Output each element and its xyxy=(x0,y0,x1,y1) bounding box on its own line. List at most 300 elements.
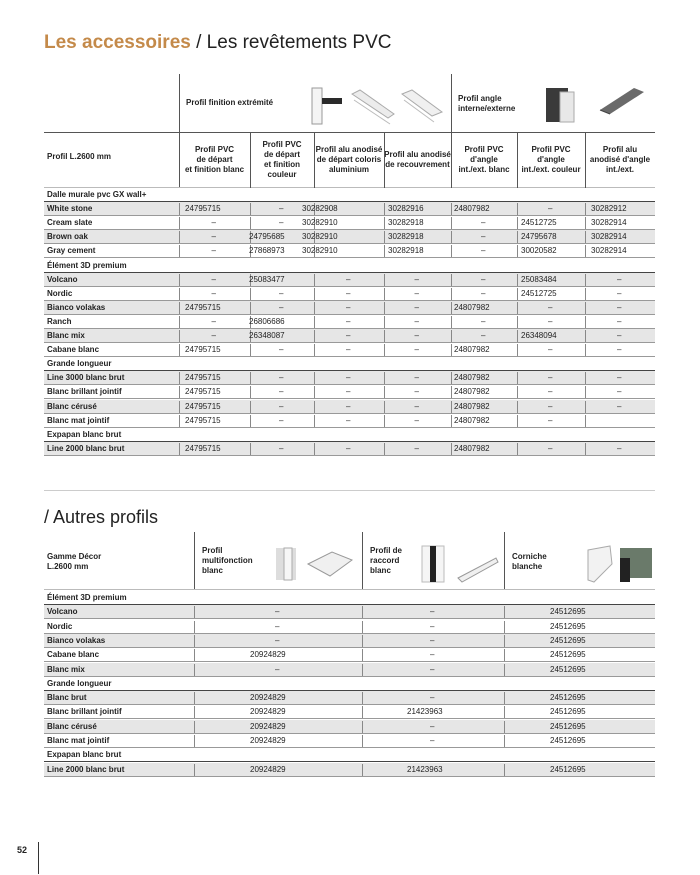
cell-divider xyxy=(451,344,452,356)
row-label: Cabane blanc xyxy=(47,650,100,660)
table-cell: 24512695 xyxy=(550,693,586,703)
table-row xyxy=(44,763,655,777)
cell-divider xyxy=(194,735,195,747)
table-cell: 24512695 xyxy=(550,707,586,717)
cell-divider xyxy=(451,386,452,398)
table-row xyxy=(44,414,655,428)
table-cell: 26348087 xyxy=(249,331,285,340)
cell-divider xyxy=(384,443,385,455)
table-cell: 24512695 xyxy=(550,664,586,674)
cell-divider xyxy=(384,401,385,413)
table-cell: – xyxy=(430,693,435,703)
table-cell: – xyxy=(275,607,280,617)
section-header xyxy=(44,357,655,371)
table-cell: 24795715 xyxy=(185,387,221,397)
table-cell: 24795715 xyxy=(185,204,221,214)
section-label: Expapan blanc brut xyxy=(47,750,122,760)
cell-divider xyxy=(585,344,586,356)
row-label: Blanc mix xyxy=(47,331,85,340)
table-cell: 21423963 xyxy=(407,707,443,717)
cell-divider xyxy=(314,302,315,314)
table-cell: – xyxy=(414,373,419,383)
column-header-line: int./ext. xyxy=(605,165,634,174)
table-row xyxy=(44,329,655,343)
table-cell: – xyxy=(548,387,553,397)
profile-image-alu-start xyxy=(348,84,398,128)
column-header-line: de départ coloris xyxy=(316,155,382,164)
cell-divider xyxy=(517,372,518,384)
table-cell: – xyxy=(617,401,622,411)
column-header-line: Profil PVC xyxy=(531,145,571,154)
cell-divider xyxy=(250,415,251,427)
cell-divider xyxy=(384,302,385,314)
table-cell: – xyxy=(346,387,351,397)
table-cell: 30282910 xyxy=(302,218,338,228)
table-row xyxy=(44,216,655,230)
section-label: Élément 3D premium xyxy=(47,593,127,602)
cell-divider xyxy=(179,401,180,413)
table-cell: 21423963 xyxy=(407,764,443,774)
cell-divider xyxy=(250,344,251,356)
cell-divider xyxy=(250,401,251,413)
table-cell: – xyxy=(279,415,284,425)
cell-divider xyxy=(179,302,180,314)
table-cell: 20924829 xyxy=(250,707,286,717)
cell-divider xyxy=(451,415,452,427)
page-number-rule xyxy=(38,842,39,874)
cell-divider xyxy=(250,386,251,398)
table-cell: 24795678 xyxy=(521,232,557,242)
column-header-line: de recouvrement xyxy=(385,160,450,169)
row-label: Line 2000 blanc brut xyxy=(47,764,125,774)
table-row xyxy=(44,705,655,719)
table-row xyxy=(44,442,655,456)
table-cell: 24795715 xyxy=(185,401,221,411)
column-header-line: Profil PVC xyxy=(464,145,504,154)
table-cell: – xyxy=(617,288,622,298)
table-cell: 30282914 xyxy=(591,218,627,228)
table-cell: 24807982 xyxy=(454,387,490,397)
table-cell: 24807982 xyxy=(454,401,490,411)
cell-divider xyxy=(504,664,505,676)
cell-divider xyxy=(362,606,363,618)
table-cell: – xyxy=(617,274,622,284)
table-cell: 24807982 xyxy=(454,373,490,383)
row-label: Nordic xyxy=(47,288,73,298)
table-cell: – xyxy=(414,316,419,326)
table-cell: – xyxy=(430,736,435,745)
cell-divider xyxy=(179,415,180,427)
row-label: Cabane blanc xyxy=(47,345,100,355)
table-cell: 20924829 xyxy=(250,721,286,731)
cell-divider xyxy=(585,217,586,229)
table-cell: 24512725 xyxy=(521,218,557,228)
table-cell: 26806686 xyxy=(249,316,285,326)
table-cell: – xyxy=(279,387,284,397)
cell-divider xyxy=(451,316,452,328)
cell-divider xyxy=(504,606,505,618)
section-header xyxy=(44,259,655,273)
cell-divider xyxy=(179,372,180,384)
cell-divider xyxy=(384,386,385,398)
table1-header xyxy=(44,74,655,188)
table-cell: 30282918 xyxy=(388,232,424,242)
table-cell: – xyxy=(430,664,435,674)
cell-divider xyxy=(179,245,180,257)
cell-divider xyxy=(585,302,586,314)
column-header-line: anodisé d'angle xyxy=(589,155,651,164)
table-row xyxy=(44,720,655,734)
section-label: Dalle murale pvc GX wall+ xyxy=(47,190,147,199)
table-cell: – xyxy=(414,387,419,397)
cell-divider xyxy=(384,245,385,257)
table-cell: – xyxy=(548,204,553,214)
column-divider xyxy=(250,132,251,188)
cell-divider xyxy=(517,415,518,427)
table-row xyxy=(44,734,655,748)
cell-divider xyxy=(504,692,505,704)
table-cell: – xyxy=(414,331,419,340)
cell-divider xyxy=(585,203,586,215)
row-label: Blanc brillant jointif xyxy=(47,707,122,717)
table-cell: – xyxy=(430,721,435,731)
cell-divider xyxy=(517,231,518,243)
cell-divider xyxy=(451,217,452,229)
table-cell: – xyxy=(617,316,622,326)
row-label: Blanc cérusé xyxy=(47,721,97,731)
section-label: Grande longueur xyxy=(47,359,112,369)
table-cell: 30282910 xyxy=(302,232,338,242)
cell-divider xyxy=(179,288,180,300)
table-row xyxy=(44,400,655,414)
cell-divider xyxy=(585,372,586,384)
cell-divider xyxy=(451,302,452,314)
table-cell: – xyxy=(481,246,486,256)
table-cell: – xyxy=(346,288,351,298)
row-label: Blanc brillant jointif xyxy=(47,387,122,397)
title-rest: / Les revêtements PVC xyxy=(190,32,392,53)
table-cell: – xyxy=(275,635,280,645)
table-cell: 24795715 xyxy=(185,302,221,312)
table-row xyxy=(44,244,655,258)
cell-divider xyxy=(194,606,195,618)
cell-divider xyxy=(451,401,452,413)
cell-divider xyxy=(585,288,586,300)
table-cell: 30282918 xyxy=(388,218,424,228)
cell-divider xyxy=(517,316,518,328)
cell-divider xyxy=(585,330,586,342)
table-cell: – xyxy=(346,316,351,326)
table-cell: 24807982 xyxy=(454,415,490,425)
table-cell: 24512695 xyxy=(550,635,586,645)
column-header-line: Profil PVC xyxy=(262,140,302,149)
column-header-line: aluminium xyxy=(328,165,369,174)
table-cell: – xyxy=(548,345,553,355)
cell-divider xyxy=(384,288,385,300)
row-label: Line 2000 blanc brut xyxy=(47,443,125,453)
cell-divider xyxy=(384,372,385,384)
cell-divider xyxy=(384,231,385,243)
table-cell: – xyxy=(279,443,284,453)
table-cell: – xyxy=(346,345,351,355)
column-divider xyxy=(517,132,518,188)
table-cell: 30282916 xyxy=(388,204,424,214)
row-label: Gray cement xyxy=(47,246,96,256)
cell-divider xyxy=(362,649,363,661)
table-cell: – xyxy=(279,218,284,228)
cell-divider xyxy=(585,316,586,328)
table-cell: – xyxy=(279,401,284,411)
table-cell: 25083477 xyxy=(249,274,285,284)
row-label: Volcano xyxy=(47,274,78,284)
column-header-line: Profil alu xyxy=(602,145,638,154)
cell-divider xyxy=(451,372,452,384)
cell-divider xyxy=(179,386,180,398)
table-cell: – xyxy=(346,373,351,383)
table-row xyxy=(44,343,655,357)
column-header-line: d'angle xyxy=(470,155,498,164)
table-cell: 30282912 xyxy=(591,204,627,214)
section-title-autres: / Autres profils xyxy=(44,507,159,527)
cell-divider xyxy=(362,721,363,733)
cell-divider xyxy=(517,245,518,257)
table-cell: – xyxy=(414,443,419,453)
cell-divider xyxy=(179,316,180,328)
table-cell: 27868973 xyxy=(249,246,285,256)
col-header-multifonction: Profil multifonction blanc xyxy=(202,546,253,575)
cell-divider xyxy=(585,415,586,427)
column-header-line: d'angle xyxy=(537,155,565,164)
cell-divider xyxy=(314,443,315,455)
column-divider xyxy=(451,132,452,188)
section-label: Grande longueur xyxy=(47,678,112,688)
table-cell: – xyxy=(346,415,351,425)
column-divider xyxy=(314,132,315,188)
cell-divider xyxy=(517,330,518,342)
cell-divider xyxy=(179,203,180,215)
section-divider xyxy=(44,490,655,491)
table-row xyxy=(44,202,655,216)
cell-divider xyxy=(517,443,518,455)
column-header-line: et finition blanc xyxy=(184,165,245,174)
table-cell: – xyxy=(275,664,280,674)
table-cell: – xyxy=(548,316,553,326)
cell-divider xyxy=(504,621,505,633)
row-header-2: Gamme Décor L.2600 mm xyxy=(47,552,102,571)
profile-image-multifonction xyxy=(272,544,358,584)
table-cell: – xyxy=(211,288,216,298)
page-number: 52 xyxy=(17,845,28,855)
cell-divider xyxy=(517,203,518,215)
row-label: Cream slate xyxy=(47,218,93,228)
table-cell: 24807982 xyxy=(454,204,490,214)
table-cell: – xyxy=(548,443,553,453)
column-header-line: Profil alu anodisé xyxy=(315,145,383,154)
cell-divider xyxy=(194,764,195,776)
cell-divider xyxy=(451,274,452,286)
table-cell: – xyxy=(617,387,622,397)
cell-divider xyxy=(362,692,363,704)
table-cell: 24512695 xyxy=(550,764,586,774)
group-header-angle: Profil angle interne/externe xyxy=(458,94,516,113)
table-cell: – xyxy=(430,635,435,645)
table-cell: – xyxy=(346,302,351,312)
table-cell: 30282918 xyxy=(388,246,424,256)
cell-divider xyxy=(194,649,195,661)
table-cell: 24795715 xyxy=(185,443,221,453)
table-row xyxy=(44,605,655,619)
table-cell: – xyxy=(414,401,419,411)
table-row xyxy=(44,301,655,315)
table-row xyxy=(44,663,655,677)
table-cell: – xyxy=(548,373,553,383)
cell-divider xyxy=(451,288,452,300)
cell-divider xyxy=(194,692,195,704)
group-header-finition: Profil finition extrémité xyxy=(186,98,274,107)
cell-divider xyxy=(451,203,452,215)
table-row xyxy=(44,371,655,385)
column-header-2 xyxy=(250,140,314,180)
table-cell: – xyxy=(279,373,284,383)
column-header-3 xyxy=(314,145,384,175)
table-cell: 26348094 xyxy=(521,331,557,340)
profile-image-raccord xyxy=(418,544,502,586)
row-label: Ranch xyxy=(47,316,72,326)
table-cell: – xyxy=(414,274,419,284)
table-cell: 25083484 xyxy=(521,274,557,284)
column-header-line: int./ext. blanc xyxy=(458,165,510,174)
page-title xyxy=(44,32,392,54)
column-header-line: de départ xyxy=(196,155,233,164)
table-cell: 24512725 xyxy=(521,288,557,298)
table-cell: 24512695 xyxy=(550,721,586,731)
cell-divider xyxy=(314,415,315,427)
table-cell: – xyxy=(481,274,486,284)
cell-divider xyxy=(517,217,518,229)
column-header-line: couleur xyxy=(267,170,297,179)
cell-divider xyxy=(179,217,180,229)
cell-divider xyxy=(517,302,518,314)
table-cell: – xyxy=(481,316,486,326)
cell-divider xyxy=(314,386,315,398)
cell-divider xyxy=(314,344,315,356)
cell-divider xyxy=(250,372,251,384)
table-cell: 24807982 xyxy=(454,443,490,453)
table-row xyxy=(44,273,655,287)
column-header-line: et finition xyxy=(264,160,300,169)
table-cell: – xyxy=(414,302,419,312)
row-label: Blanc cérusé xyxy=(47,401,97,411)
table-row xyxy=(44,315,655,329)
cell-divider xyxy=(504,649,505,661)
cell-divider xyxy=(517,274,518,286)
cell-divider xyxy=(451,443,452,455)
cell-divider xyxy=(314,316,315,328)
table-cell: 24807982 xyxy=(454,345,490,355)
table-cell: – xyxy=(414,345,419,355)
cell-divider xyxy=(179,344,180,356)
cell-divider xyxy=(504,735,505,747)
row-label: Blanc brut xyxy=(47,693,87,703)
column-header-6 xyxy=(517,145,585,175)
column-header-1 xyxy=(179,145,250,175)
cell-divider xyxy=(585,386,586,398)
table-row xyxy=(44,691,655,705)
cell-divider xyxy=(314,330,315,342)
cell-divider xyxy=(194,664,195,676)
column-header-line: int./ext. couleur xyxy=(521,165,581,174)
cell-divider xyxy=(362,635,363,647)
row-label: Volcano xyxy=(47,607,78,617)
cell-divider xyxy=(384,316,385,328)
profile-image-alu-cover xyxy=(398,86,448,130)
table-cell: 24795715 xyxy=(185,415,221,425)
table-cell: – xyxy=(279,302,284,312)
table-cell: – xyxy=(211,218,216,228)
profile-image-alu-angle xyxy=(596,86,648,116)
cell-divider xyxy=(384,415,385,427)
row-rule xyxy=(44,455,655,456)
table-cell: – xyxy=(617,302,622,312)
table-cell: – xyxy=(211,316,216,326)
row-label: Brown oak xyxy=(47,232,88,242)
profile-image-pvc-angle xyxy=(544,86,584,126)
row-label: Line 3000 blanc brut xyxy=(47,373,125,383)
cell-divider xyxy=(362,735,363,747)
table-cell: 30282914 xyxy=(591,232,627,242)
column-header-line: Profil PVC xyxy=(194,145,235,154)
cell-divider xyxy=(585,443,586,455)
cell-divider xyxy=(362,664,363,676)
cell-divider xyxy=(194,635,195,647)
cell-divider xyxy=(504,635,505,647)
table-cell: – xyxy=(279,288,284,298)
cell-divider xyxy=(517,386,518,398)
cell-divider xyxy=(250,203,251,215)
table-row xyxy=(44,230,655,244)
cell-divider xyxy=(451,231,452,243)
table-cell: 20924829 xyxy=(250,736,286,745)
cell-divider xyxy=(504,721,505,733)
column-divider xyxy=(384,132,385,188)
profile-image-pvc xyxy=(300,86,344,126)
column-header-4 xyxy=(384,150,451,170)
section-header xyxy=(44,591,655,605)
cell-divider xyxy=(179,274,180,286)
table-cell: – xyxy=(346,331,351,340)
table-cell: 30020582 xyxy=(521,246,557,256)
cell-divider xyxy=(362,764,363,776)
table2-header xyxy=(44,532,655,590)
table-cell: – xyxy=(211,274,216,284)
row-label: Bianco volakas xyxy=(47,635,106,645)
cell-divider xyxy=(314,288,315,300)
cell-divider xyxy=(517,344,518,356)
row-label: Blanc mat jointif xyxy=(47,736,110,745)
cell-divider xyxy=(250,443,251,455)
table-cell: 20924829 xyxy=(250,650,286,660)
section-label: Expapan blanc brut xyxy=(47,429,122,439)
row-rule xyxy=(44,776,655,777)
table-cell: 24512695 xyxy=(550,607,586,617)
table-cell: 30282910 xyxy=(302,246,338,256)
table-cell: – xyxy=(617,331,622,340)
table-cell: – xyxy=(279,345,284,355)
cell-divider xyxy=(250,288,251,300)
section-header xyxy=(44,188,655,202)
table-cell: 24807982 xyxy=(454,302,490,312)
cell-divider xyxy=(194,706,195,718)
